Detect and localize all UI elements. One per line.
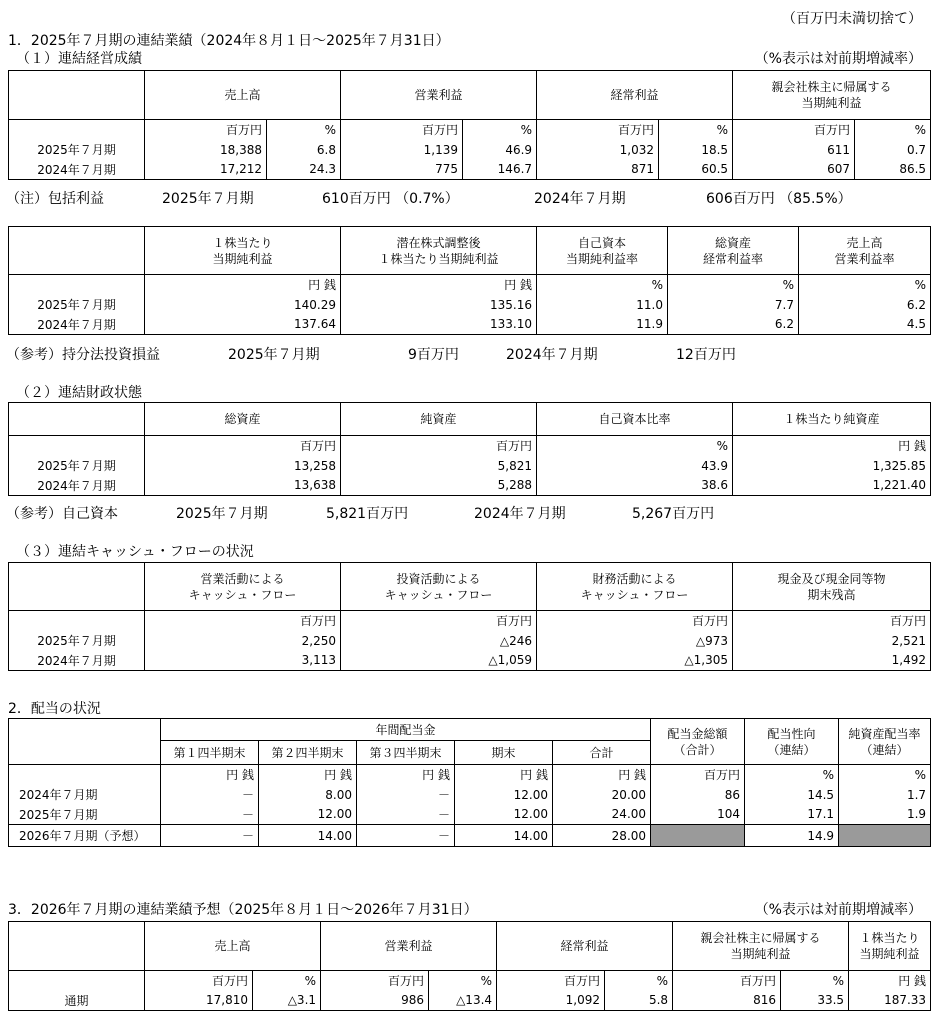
header-investing-cf: 投資活動による キャッシュ・フロー [341, 563, 537, 611]
equity-method-year2: 2024年７月期 [506, 347, 598, 363]
per-share-table: １株当たり 当期純利益 潜在株式調整後 １株当たり当期純利益 自己資本 当期純利益率 総資産 経常利益率 売上高 営業利益率 円 銭 円 銭 % % % 2025年７月期 140.29 135.16 11.0 7.7 6.2 2024年７月期 137.64 133.10 11.9 6.2 4.5 [8, 226, 931, 335]
header-operating-margin: 売上高 営業利益率 [799, 227, 931, 275]
equity-capital-year2: 2024年７月期 [474, 506, 566, 522]
header-cash-ending: 現金及び現金同等物 期末残高 [733, 563, 931, 611]
cash-flow-table: 営業活動による キャッシュ・フロー 投資活動による キャッシュ・フロー 財務活動による キャッシュ・フロー 現金及び現金同等物 期末残高 百万円 百万円 百万円 百万円 2025年７月期 2,250 △246 △973 2,521 2024年７月期 3,113 △1,059 △1,305 1,492 [8, 562, 931, 671]
header-blank [9, 71, 145, 120]
comprehensive-income-value2: 606百万円 （85.5%） [706, 191, 852, 207]
table-row: 2025年７月期 2,250 △246 △973 2,521 [9, 631, 931, 651]
shaded-cell [651, 825, 745, 847]
header-roe: 自己資本 当期純利益率 [537, 227, 668, 275]
operating-results-table: 売上高 営業利益 経常利益 親会社株主に帰属する 当期純利益 百万円 % 百万円 % 百万円 % 百万円 % 2025年７月期 18,388 6.8 1,139 46.9 1,032 18.5 611 0.7 2024年７月期 17,212 24.3 775 146.7 871 60.5 607 86.5 [8, 70, 931, 180]
comprehensive-income-value1: 610百万円 （0.7%） [322, 191, 459, 207]
section1-subtitle: （１）連結経営成績 [16, 51, 142, 67]
equity-method-value2: 12百万円 [676, 347, 736, 363]
header-net-assets: 純資産 [341, 403, 537, 436]
header-q1: 第１四半期末 [161, 741, 259, 765]
header-total-assets: 総資産 [145, 403, 341, 436]
equity-capital-label: （参考）自己資本 [6, 506, 118, 522]
equity-capital-value2: 5,267百万円 [632, 506, 715, 522]
shaded-cell [839, 825, 931, 847]
table-row: 2025年７月期 13,258 5,821 43.9 1,325.85 [9, 456, 931, 476]
header-annual-dividend: 年間配当金 [161, 719, 651, 741]
equity-capital-value1: 5,821百万円 [326, 506, 409, 522]
header-total-dividend: 配当金総額 （合計） [651, 719, 745, 765]
header-operating-profit: 営業利益 [341, 71, 537, 120]
header-eps: １株当たり 当期純利益 [145, 227, 341, 275]
header-q3: 第３四半期末 [357, 741, 455, 765]
forecast-table: 売上高 営業利益 経常利益 親会社株主に帰属する 当期純利益 １株当たり 当期純利益 百万円 % 百万円 % 百万円 % 百万円 % 円 銭 通期 17,810 △3.1 986 △13.4 1,092 5.8 816 33.5 187.33 [8, 921, 931, 1011]
comprehensive-income-year2: 2024年７月期 [534, 191, 626, 207]
header-doe: 純資産配当率 （連結） [839, 719, 931, 765]
equity-method-value1: 9百万円 [408, 347, 459, 363]
table-row: 2024年７月期 － 8.00 － 12.00 20.00 86 14.5 1.7 [9, 785, 931, 805]
header-eps-forecast: １株当たり 当期純利益 [849, 922, 931, 971]
financial-position-table: 総資産 純資産 自己資本比率 １株当たり純資産 百万円 百万円 % 円 銭 2025年７月期 13,258 5,821 43.9 1,325.85 2024年７月期 13,638 5,288 38.6 1,221.40 [8, 402, 931, 496]
section5-title: 3．2026年７月期の連結業績予想（2025年８月１日～2026年７月31日） [8, 902, 478, 918]
equity-method-label: （参考）持分法投資損益 [6, 347, 160, 363]
comprehensive-income-label: （注）包括利益 [6, 191, 104, 207]
table-row: 2024年７月期 13,638 5,288 38.6 1,221.40 [9, 476, 931, 496]
header-q2: 第２四半期末 [259, 741, 357, 765]
section3-subtitle: （３）連結キャッシュ・フローの状況 [16, 544, 254, 560]
comprehensive-income-year1: 2025年７月期 [162, 191, 254, 207]
header-financing-cf: 財務活動による キャッシュ・フロー [537, 563, 733, 611]
header-equity-ratio: 自己資本比率 [537, 403, 733, 436]
header-payout-ratio: 配当性向 （連結） [745, 719, 839, 765]
section4-title: 2．配当の状況 [8, 701, 101, 717]
table-row: 2024年７月期 3,113 △1,059 △1,305 1,492 [9, 651, 931, 671]
table-row: 2025年７月期 － 12.00 － 12.00 24.00 104 17.1 1.9 [9, 805, 931, 825]
table-row-forecast: 2026年７月期（予想） － 14.00 － 14.00 28.00 14.9 [9, 825, 931, 847]
header-sales-forecast: 売上高 [145, 922, 321, 971]
equity-capital-year1: 2025年７月期 [176, 506, 268, 522]
header-net-profit-forecast: 親会社株主に帰属する 当期純利益 [673, 922, 849, 971]
header-diluted-eps: 潜在株式調整後 １株当たり当期純利益 [341, 227, 537, 275]
table-row: 2025年７月期 140.29 135.16 11.0 7.7 6.2 [9, 295, 931, 315]
header-operating-profit-forecast: 営業利益 [321, 922, 497, 971]
section2-subtitle: （２）連結財政状態 [16, 385, 142, 401]
header-operating-cf: 営業活動による キャッシュ・フロー [145, 563, 341, 611]
table-row: 2024年７月期 17,212 24.3 775 146.7 871 60.5 607 86.5 [9, 160, 931, 180]
section1-rate-note: （%表示は対前期増減率） [754, 51, 922, 67]
dividends-table: 年間配当金 配当金総額 （合計） 配当性向 （連結） 純資産配当率 （連結） 第１四半期末 第２四半期末 第３四半期末 期末 合計 円 銭 円 銭 円 銭 円 銭 円 銭 百万円 % % 2024年７月期 － 8.00 － 12.00 20.00 86 14.5 1.7 2025年７月期 － 12.00 － 12.00 24.00 104 17.1 1.9 2026年７月期（予想） － 14.00 － 14.00 28.00 14.9 [8, 718, 931, 847]
header-ordinary-profit-forecast: 経常利益 [497, 922, 673, 971]
header-bps: １株当たり純資産 [733, 403, 931, 436]
header-net-profit: 親会社株主に帰属する 当期純利益 [733, 71, 931, 120]
header-ordinary-profit: 経常利益 [537, 71, 733, 120]
truncation-note: （百万円未満切捨て） [782, 11, 922, 27]
equity-method-year1: 2025年７月期 [228, 347, 320, 363]
header-total: 合計 [553, 741, 651, 765]
table-row: 2024年７月期 137.64 133.10 11.9 6.2 4.5 [9, 315, 931, 335]
header-roa: 総資産 経常利益率 [668, 227, 799, 275]
table-row: 通期 17,810 △3.1 986 △13.4 1,092 5.8 816 33.5 187.33 [9, 991, 931, 1011]
table-row: 2025年７月期 18,388 6.8 1,139 46.9 1,032 18.5 611 0.7 [9, 140, 931, 160]
header-year-end: 期末 [455, 741, 553, 765]
section1-title: 1．2025年７月期の連結業績（2024年８月１日～2025年７月31日） [8, 33, 450, 49]
section5-rate-note: （%表示は対前期増減率） [754, 902, 922, 918]
header-sales: 売上高 [145, 71, 341, 120]
